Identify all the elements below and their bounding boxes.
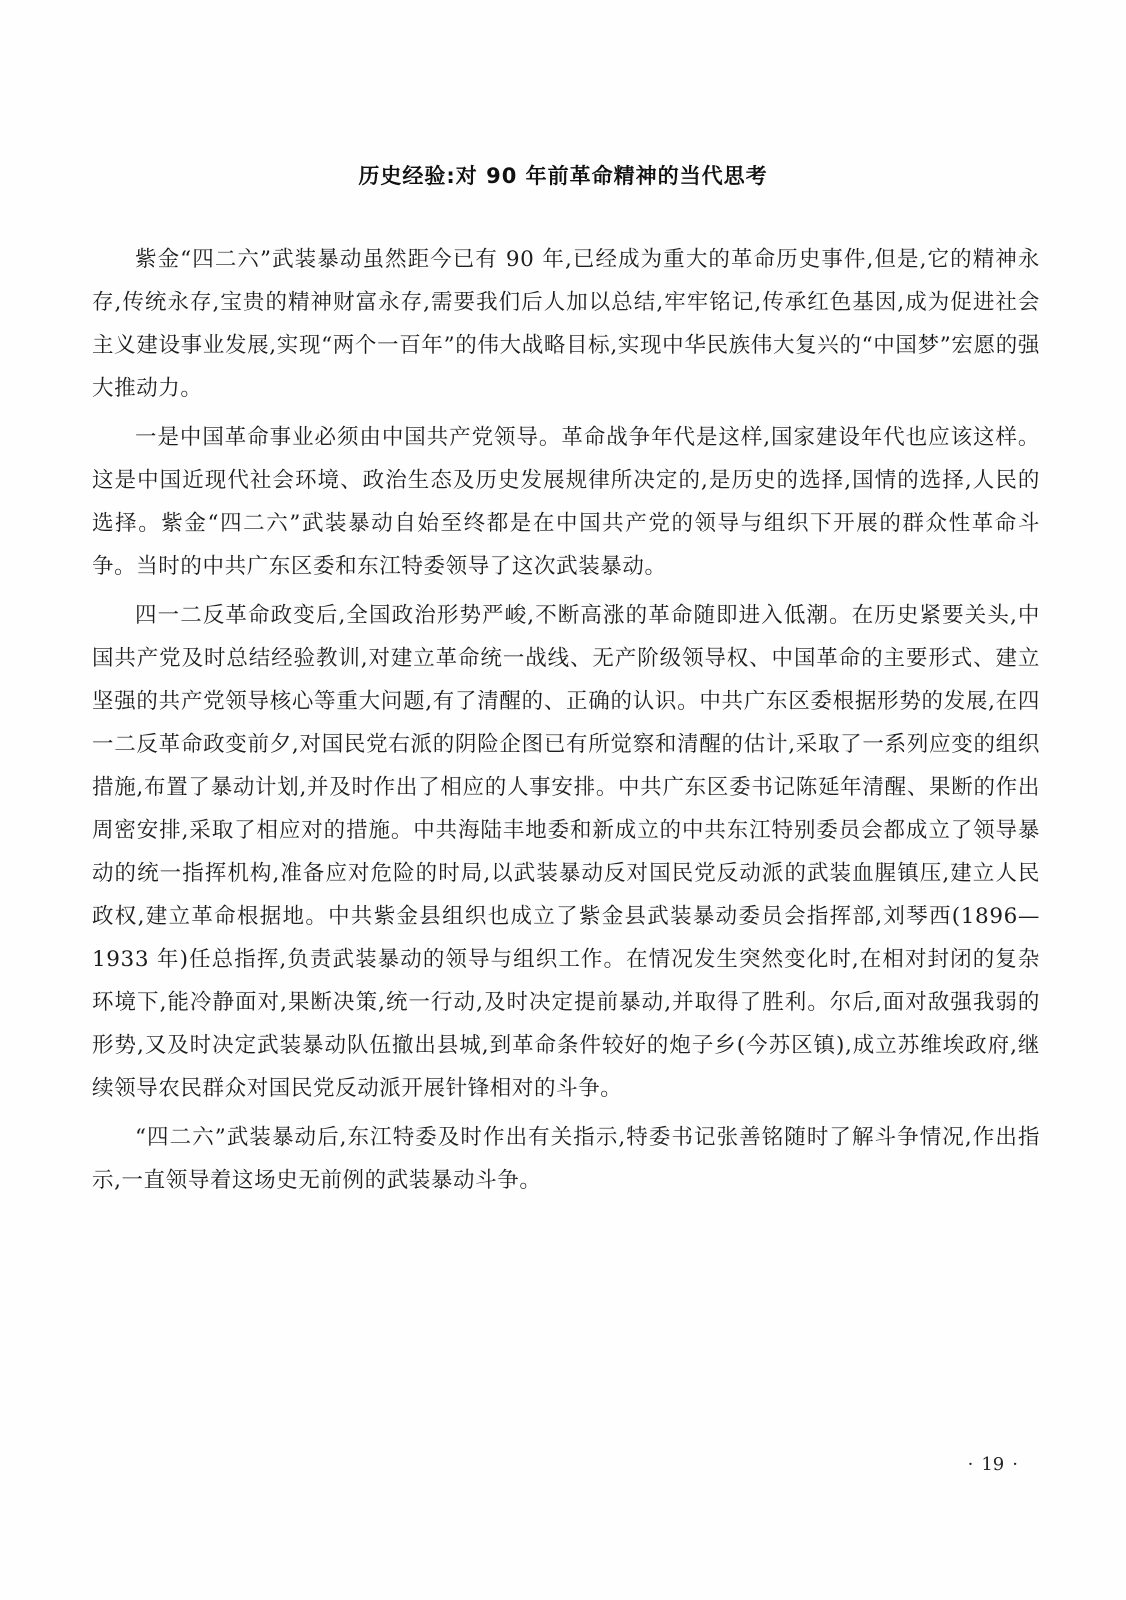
page-number-dot-right: ·: [1012, 1454, 1018, 1475]
page-title: 历史经验:对 90 年前革命精神的当代思考: [358, 164, 768, 188]
page-number-value: 19: [981, 1454, 1005, 1475]
page-number: [960, 1454, 1026, 1475]
paragraph: “四二六”武装暴动后,东江特委及时作出有关指示,特委书记张善铭随时了解斗争情况,作出指示,一直领导着这场史无前例的武装暴动斗争。: [92, 1125, 1040, 1193]
paragraph: 一是中国革命事业必须由中国共产党领导。革命战争年代是这样,国家建设年代也应该这样。这是中国近现代社会环境、政治生态及历史发展规律所决定的,是历史的选择,国情的选择,人民的选择。紫金“四二六”武装暴动自始至终都是在中国共产党的领导与组织下开展的群众性革命斗争。当时的中共广东区委和东江特委领导了这次武装暴动。: [92, 425, 1040, 579]
paragraph: 紫金“四二六”武装暴动虽然距今已有 90 年,已经成为重大的革命历史事件,但是,它的精神永存,传统永存,宝贵的精神财富永存,需要我们后人加以总结,牢牢铭记,传承红色基因,成为促进社会主义建设事业发展,实现“两个一百年”的伟大战略目标,实现中华民族伟大复兴的“中国梦”宏愿的强大推动力。: [92, 247, 1040, 401]
page-number-dot-left: ·: [967, 1454, 974, 1475]
body-text: [92, 238, 1040, 1202]
paragraph: 四一二反革命政变后,全国政治形势严峻,不断高涨的革命随即进入低潮。在历史紧要关头,中国共产党及时总结经验教训,对建立革命统一战线、无产阶级领导权、中国革命的主要形式、建立坚强的共产党领导核心等重大问题,有了清醒的、正确的认识。中共广东区委根据形势的发展,在四一二反革命政变前夕,对国民党右派的阴险企图已有所觉察和清醒的估计,采取了一系列应变的组织措施,布置了暴动计划,并及时作出了相应的人事安排。中共广东区委书记陈延年清醒、果断的作出周密安排,采取了相应对的措施。中共海陆丰地委和新成立的中共东江特别委员会都成立了领导暴动的统一指挥机构,准备应对危险的时局,以武装暴动反对国民党反动派的武装血腥镇压,建立人民政权,建立革命根据地。中共紫金县组织也成立了紫金县武装暴动委员会指挥部,刘琴西(1896—1933 年)任总指挥,负责武装暴动的领导与组织工作。在情况发生突然变化时,在相对封闭的复杂环境下,能冷静面对,果断决策,统一行动,及时决定提前暴动,并取得了胜利。尔后,面对敌强我弱的形势,又及时决定武装暴动队伍撤出县城,到革命条件较好的炮子乡(今苏区镇),成立苏维埃政府,继续领导农民群众对国民党反动派开展针锋相对的斗争。: [92, 603, 1040, 1101]
